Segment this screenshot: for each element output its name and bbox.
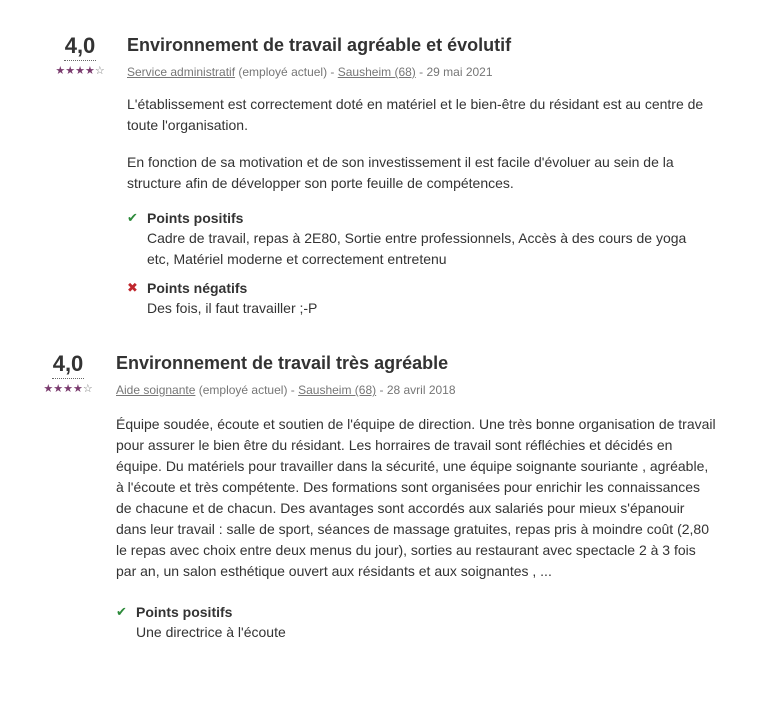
check-icon: ✔ xyxy=(116,604,127,619)
pros-cons xyxy=(127,208,713,319)
pros-heading: Points positifs xyxy=(136,604,233,620)
star-empty-icon: ☆ xyxy=(82,383,93,395)
employee-status: (employé actuel) - xyxy=(195,383,299,397)
employee-status: (employé actuel) - xyxy=(235,65,338,79)
star-full-icon: ★ xyxy=(43,383,54,395)
location-link[interactable]: Sausheim (68) xyxy=(298,383,377,397)
star-full-icon: ★ xyxy=(53,383,64,395)
review-meta xyxy=(127,64,713,80)
star-full-icon: ★ xyxy=(55,65,66,77)
pros-section xyxy=(127,208,713,270)
pros-cons xyxy=(116,602,713,643)
rating-block xyxy=(28,350,108,395)
star-rating xyxy=(40,65,120,77)
rating-block xyxy=(40,32,120,77)
pros-text: Cadre de travail, repas à 2E80, Sortie entre professionnels, Accès à des cours de yoga etc, Matériel moderne et correctement entretenu xyxy=(147,230,687,267)
star-full-icon: ★ xyxy=(65,65,76,77)
review-title: Environnement de travail agréable et évolutif xyxy=(127,35,512,55)
job-title-link[interactable]: Aide soignante xyxy=(116,383,196,397)
star-full-icon: ★ xyxy=(63,383,73,395)
review-paragraph: L'établissement est correctement doté en matériel et le bien-être du résidant est au centre de toute l'organisation. xyxy=(127,96,704,133)
cons-text: Des fois, il faut travailler ;-P xyxy=(147,300,318,316)
review-paragraph: Équipe soudée, écoute et soutien de l'équipe de direction. Une très bonne organisation de travail pour assurer le bien être du résidant. Les horraires de travail sont réfléchies et décidés en équipe. Du matériels pour travailler dans la sécurité, une équipe soignante souriante , agréable, à l'écoute et très compétente. Des formations sont organisées pour enrichir les connaissances de chacune et de chacun. Des avantages sont accordés aux salariés pour mieux s'épanouir dans leur travail : salle de sport, séances de massage gratuites, repas pris à moindre coût (2,80 le repas avec choix entre deux menus du jour), sorties au restaurant avec spectacle 2 à 3 fois par an, un salon esthétique ouvert aux résidants et aux soignantes , ... xyxy=(116,416,716,579)
check-icon: ✔ xyxy=(127,210,138,225)
review-paragraph: En fonction de sa motivation et de son investissement il est facile d'évoluer au sein de la structure afin de développer son porte feuille de compétences. xyxy=(127,154,674,191)
review-meta xyxy=(116,382,713,398)
job-title-link[interactable]: Service administratif xyxy=(127,65,236,79)
cons-section xyxy=(127,278,713,319)
review-content xyxy=(116,350,716,651)
star-rating xyxy=(28,383,108,395)
cons-heading: Points négatifs xyxy=(147,280,248,296)
star-empty-icon: ☆ xyxy=(94,65,105,77)
review-title: Environnement de travail très agréable xyxy=(116,353,449,373)
review-date: - 29 mai 2021 xyxy=(415,65,493,79)
review-date: - 28 avril 2018 xyxy=(376,383,456,397)
rating-value[interactable]: 4,0 xyxy=(52,350,85,379)
pros-section xyxy=(116,602,713,643)
star-full-icon: ★ xyxy=(72,383,83,395)
location-link[interactable]: Sausheim (68) xyxy=(337,65,416,79)
cross-icon: ✖ xyxy=(127,280,138,295)
star-full-icon: ★ xyxy=(75,65,85,77)
rating-value[interactable]: 4,0 xyxy=(64,32,97,61)
pros-heading: Points positifs xyxy=(147,210,244,226)
star-full-icon: ★ xyxy=(84,65,95,77)
review-content xyxy=(127,32,713,327)
pros-text: Une directrice à l'écoute xyxy=(136,624,286,640)
